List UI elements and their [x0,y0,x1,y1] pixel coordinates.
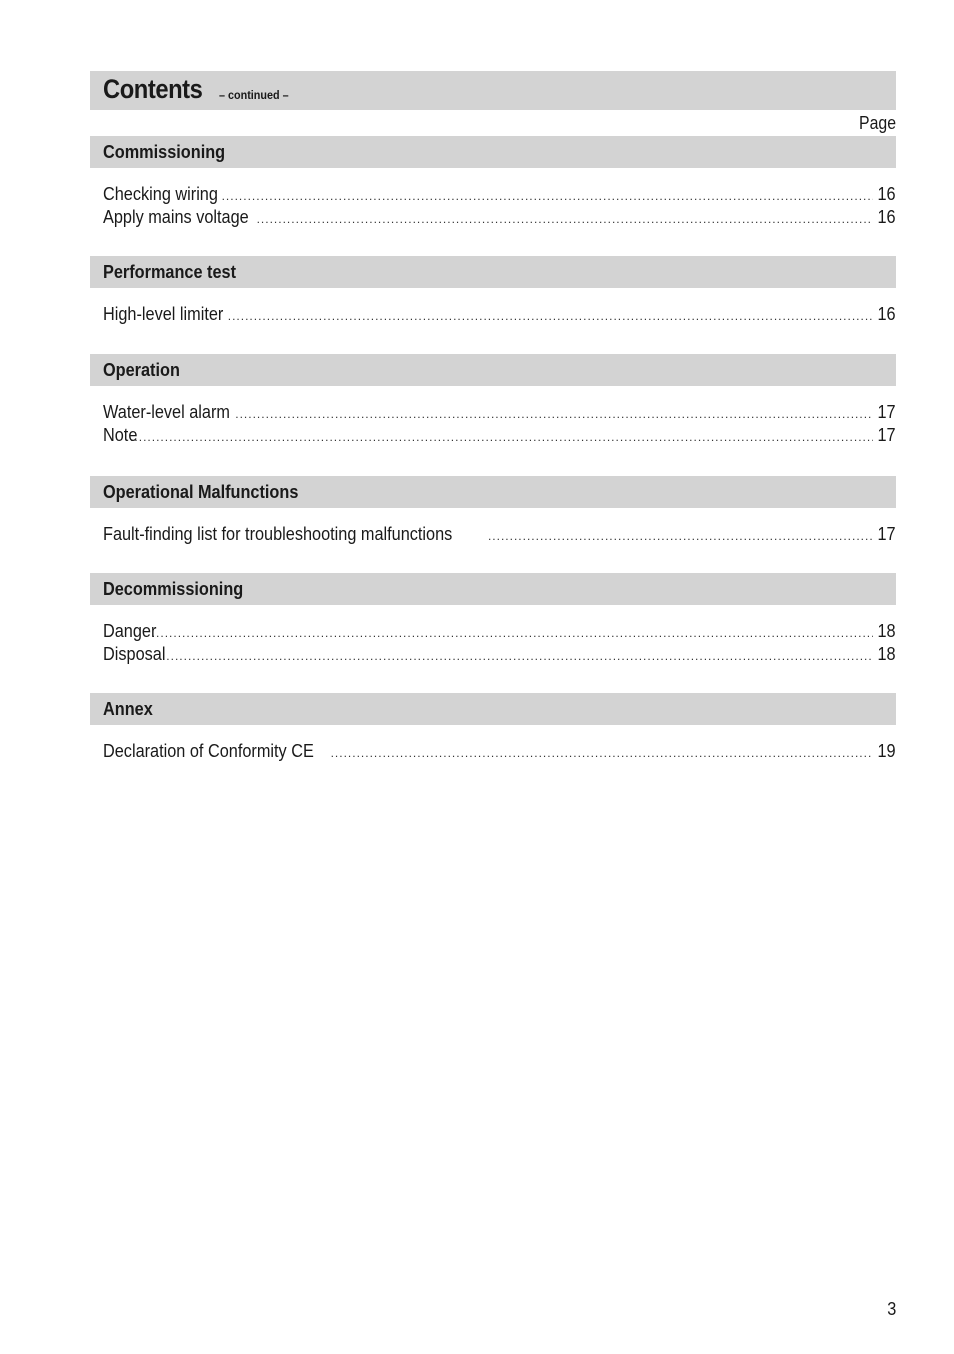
toc-entries [90,303,896,326]
toc-section-operation [90,354,896,446]
page-number: 3 [886,1298,896,1319]
toc-entry-page: 16 [877,303,896,324]
toc-entry[interactable] [103,643,896,666]
page-column-label: Page [858,113,896,133]
contents-header-bar [90,71,896,110]
toc-entry[interactable] [103,206,896,229]
section-header [90,573,896,605]
toc-entry-label: Apply mains voltage [103,205,249,227]
toc-section-performance-test [90,256,896,326]
section-title: Annex [103,698,153,719]
toc-entries [90,401,896,446]
toc-entry-label: Note [103,423,138,445]
toc-entry-label: Danger [103,620,157,641]
toc-entry[interactable] [103,401,896,424]
dot-leader [228,305,874,328]
toc-entry-label: Fault-finding list for troubleshooting malfunctions [103,523,453,544]
section-title: Operational Malfunctions [103,481,299,502]
toc-entry-page: 19 [877,740,896,761]
section-header [90,693,896,725]
toc-entry[interactable] [103,303,896,326]
section-header [90,256,896,288]
dot-leader [488,525,873,548]
toc-section-annex [90,693,896,763]
toc-section-decommissioning [90,573,896,665]
toc-entry-page: 16 [877,205,896,227]
toc-entry[interactable] [103,740,896,763]
toc-entry-label: Disposal [103,642,166,664]
toc-entry-page: 17 [877,401,896,422]
dot-leader [152,622,874,645]
dot-leader [235,403,873,426]
toc-entry-page: 18 [877,620,896,641]
toc-entry[interactable] [103,183,896,206]
toc-entry[interactable] [103,523,896,546]
dot-leader [162,645,873,668]
section-header [90,354,896,386]
toc-entries [90,740,896,763]
toc-entry-page: 16 [877,183,896,204]
dot-leader [257,208,874,231]
dot-leader [331,742,874,765]
section-title: Commissioning [103,141,226,162]
toc-entry-label: Checking wiring [103,183,218,204]
dot-leader [222,185,874,208]
toc-entry-label: Water-level alarm [103,401,230,422]
page-subtitle: – continued – [219,88,289,102]
toc-entry-page: 18 [877,642,896,664]
section-header [90,476,896,508]
toc-entries [90,183,896,228]
toc-entry[interactable] [103,620,896,643]
dot-leader [130,426,873,449]
toc-entries [90,620,896,665]
toc-entry[interactable] [103,424,896,447]
page-title: Contents [103,74,203,104]
section-header [90,136,896,168]
toc-section-commissioning [90,136,896,228]
toc-entry-page: 17 [877,423,896,445]
toc-section-operational-malfunctions [90,476,896,546]
toc-entry-label: Declaration of Conformity CE [103,740,314,761]
toc-entries [90,523,896,546]
section-title: Decommissioning [103,578,244,599]
section-title: Performance test [103,261,237,282]
toc-entry-page: 17 [877,523,896,544]
section-title: Operation [103,359,180,380]
toc-entry-label: High-level limiter [103,303,224,324]
